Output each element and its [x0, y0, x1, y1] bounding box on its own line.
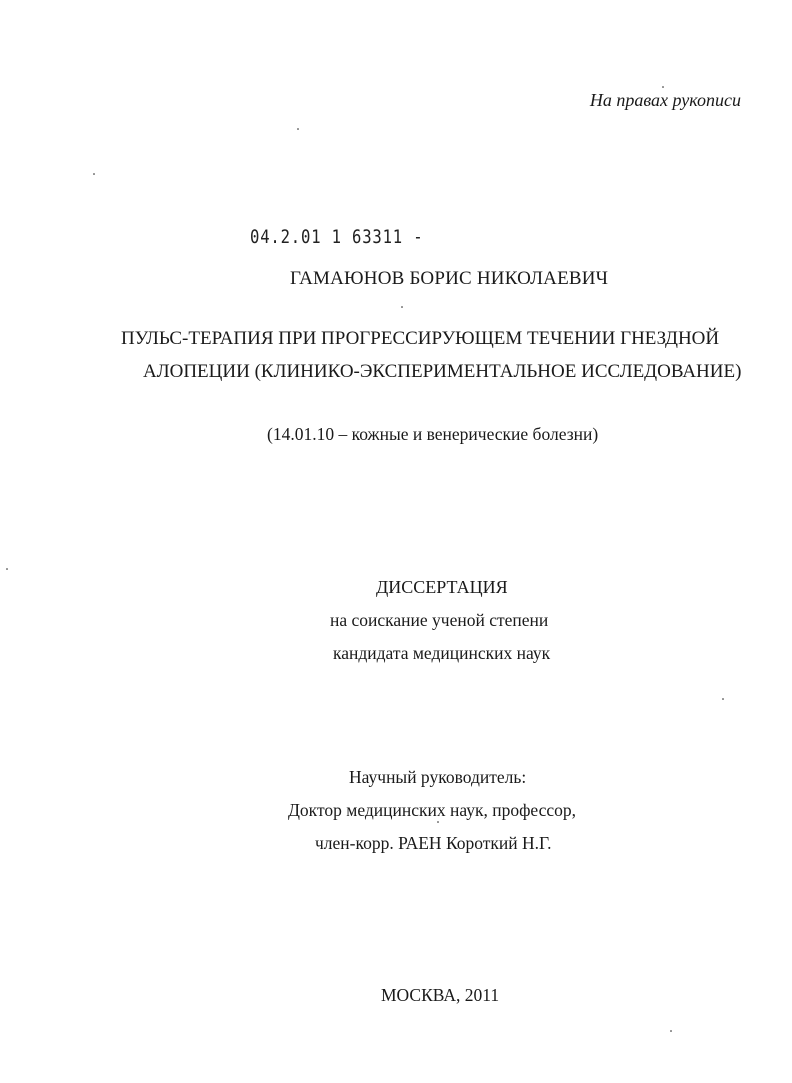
document-type-heading: ДИССЕРТАЦИЯ — [376, 577, 508, 597]
city-year: МОСКВА, 2011 — [381, 985, 500, 1005]
scan-speck — [662, 86, 664, 88]
scan-speck — [297, 128, 299, 130]
scan-speck — [6, 568, 8, 570]
specialty-code: (14.01.10 – кожные и венерические болезни) — [267, 424, 599, 444]
supervisor-label: Научный руководитель: — [349, 767, 527, 787]
scan-speck — [437, 821, 439, 823]
degree-line-2: кандидата медицинских наук — [333, 643, 551, 663]
scan-speck — [670, 1030, 672, 1032]
degree-line-1: на соискание ученой степени — [330, 610, 549, 630]
author-name: ГАМАЮНОВ БОРИС НИКОЛАЕВИЧ — [290, 268, 609, 289]
scan-speck — [722, 698, 724, 700]
supervisor-name: член-корр. РАЕН Короткий Н.Г. — [315, 833, 552, 853]
library-stamp-number: 04.2.01 1 63311 - — [250, 226, 424, 248]
manuscript-rights-note: На правах рукописи — [589, 90, 741, 110]
dissertation-title-line-1: ПУЛЬС-ТЕРАПИЯ ПРИ ПРОГРЕССИРУЮЩЕМ ТЕЧЕНИИ ГНЕЗДНОЙ — [121, 328, 720, 349]
supervisor-credentials: Доктор медицинских наук, профессор, — [288, 800, 577, 820]
scan-speck — [401, 306, 403, 308]
scan-speck — [93, 173, 95, 175]
dissertation-title-line-2: АЛОПЕЦИИ (КЛИНИКО-ЭКСПЕРИМЕНТАЛЬНОЕ ИССЛЕДОВАНИЕ) — [143, 361, 742, 382]
